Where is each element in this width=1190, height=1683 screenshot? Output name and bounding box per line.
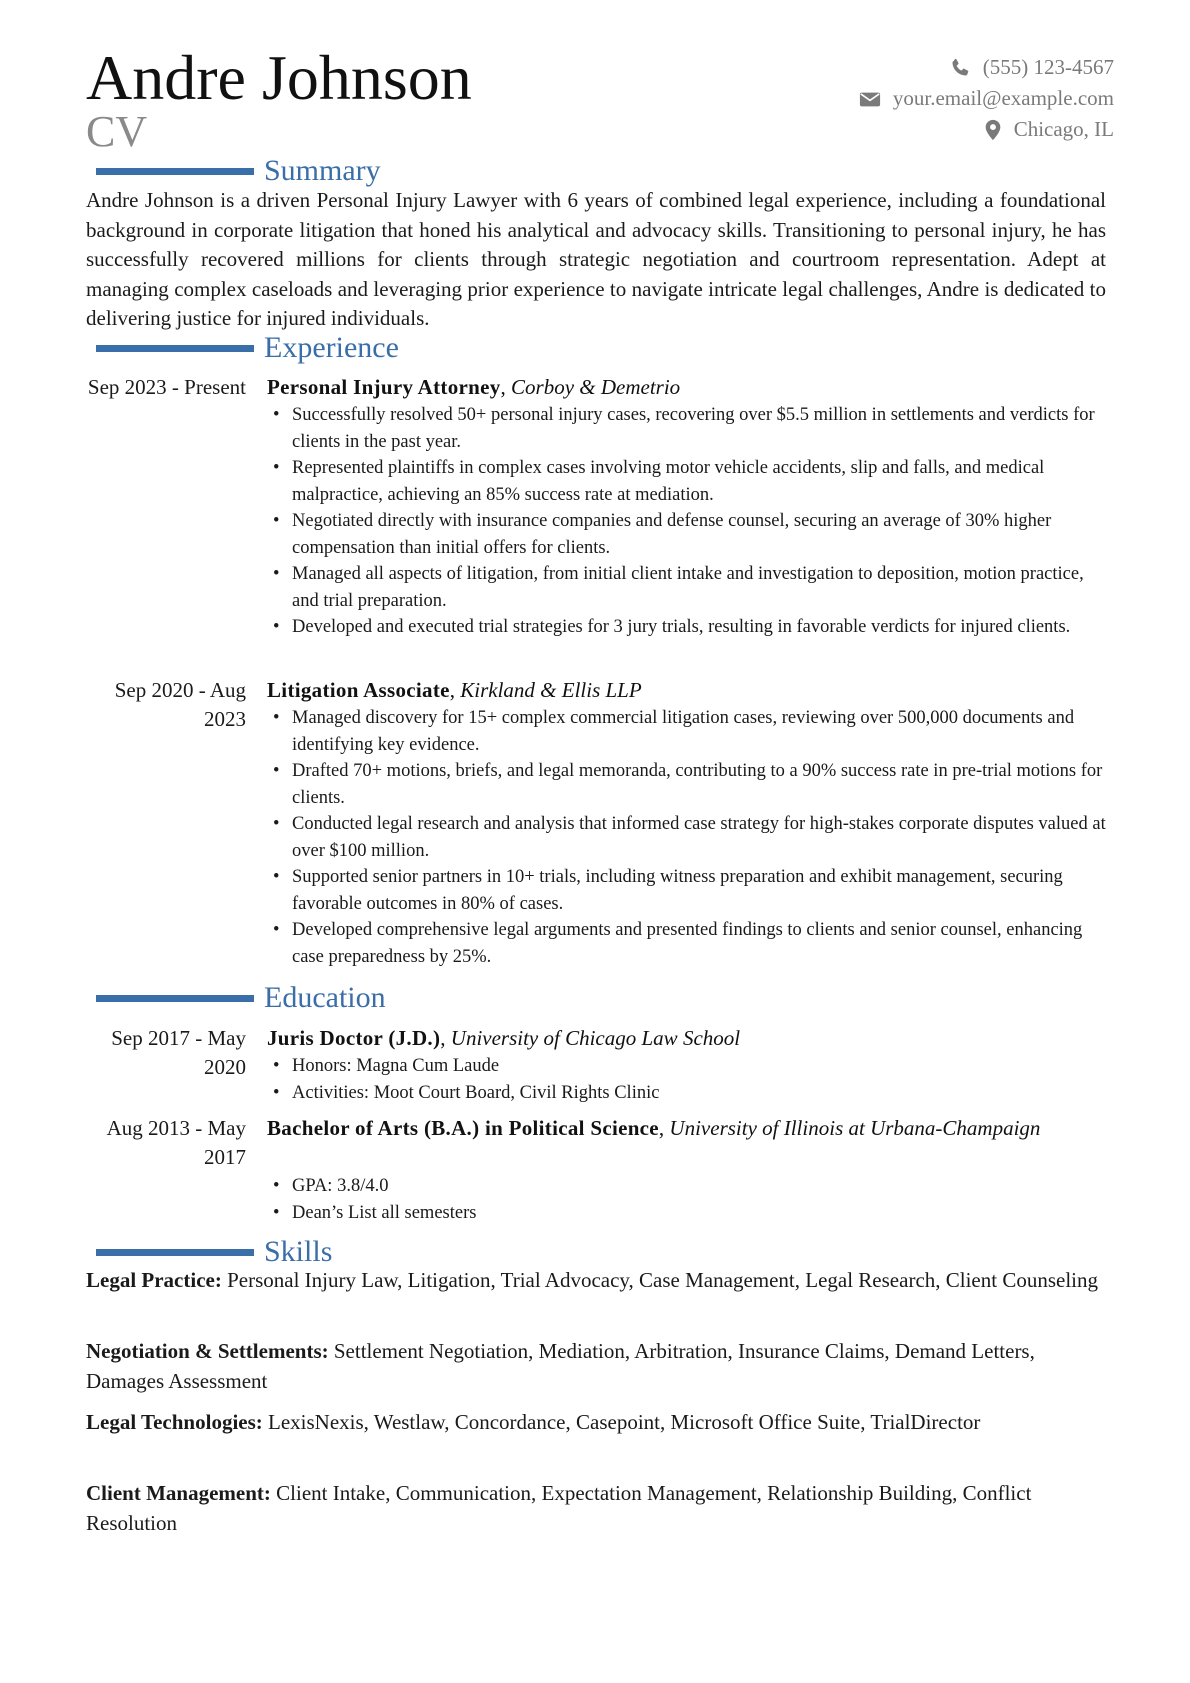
list-item: • Honors: Magna Cum Laude <box>267 1053 1107 1080</box>
entry-role: Litigation Associate <box>267 678 450 702</box>
contact-location <box>859 114 1114 145</box>
entry-date: Sep 2017 - May 2020 <box>111 1026 246 1079</box>
list-item: • Activities: Moot Court Board, Civil Rights Clinic <box>267 1080 1107 1107</box>
skill-items: Settlement Negotiation, Mediation, Arbitration, Insurance Claims, Demand Letters, Damages Assessment <box>86 1339 1035 1393</box>
contact-email <box>859 83 1114 114</box>
skill-label: Client Management: <box>86 1481 271 1505</box>
entry-degree: Juris Doctor (J.D.) <box>267 1026 441 1050</box>
skill-items: Client Intake, Communication, Expectation Management, Relationship Building, Conflict Resolution <box>86 1481 1032 1535</box>
section-rule <box>96 995 254 1002</box>
entry-org: Kirkland & Ellis LLP <box>460 678 642 702</box>
skill-group <box>86 1337 1111 1396</box>
entry-date: Aug 2013 - May 2017 <box>106 1116 246 1169</box>
skill-label: Legal Practice: <box>86 1268 222 1292</box>
section-summary-heading <box>96 153 381 189</box>
envelope-icon <box>859 90 881 108</box>
skill-group <box>86 1408 1111 1438</box>
entry-bullets <box>267 402 1107 641</box>
entry-school: University of Chicago Law School <box>450 1026 741 1050</box>
section-title: Skills <box>264 1235 333 1268</box>
skill-group <box>86 1266 1111 1296</box>
section-title: Education <box>264 981 386 1014</box>
entry-org: Corboy & Demetrio <box>511 375 681 399</box>
entry-bullets <box>267 1173 1107 1226</box>
map-pin-icon <box>984 119 1002 141</box>
section-rule <box>96 345 254 352</box>
list-item: • Supported senior partners in 10+ trials, including witness preparation and exhibit management, securing favorable outcomes in 80% of cases. <box>267 864 1107 917</box>
list-item: • Managed all aspects of litigation, from initial client intake and investigation to deposition, motion practice, and trial preparation. <box>267 561 1107 614</box>
entry-school: University of Illinois at Urbana-Champaign <box>669 1116 1041 1140</box>
entry-heading: Bachelor of Arts (B.A.) in Political Science, University of Illinois at Urbana-Champaign <box>267 1116 1041 1140</box>
phone-icon <box>949 57 971 79</box>
section-rule <box>96 1249 254 1256</box>
section-experience-heading <box>96 330 399 366</box>
skill-label: Legal Technologies: <box>86 1410 263 1434</box>
location-text: Chicago, IL <box>1013 117 1114 141</box>
candidate-name: Andre Johnson <box>86 42 472 113</box>
entry-date: Sep 2020 - Aug 2023 <box>114 678 246 731</box>
skill-label: Negotiation & Settlements: <box>86 1339 329 1363</box>
list-item: • Drafted 70+ motions, briefs, and legal memoranda, contributing to a 90% success rate in pre-trial motions for clients. <box>267 758 1107 811</box>
entry-bullets <box>267 1053 1107 1106</box>
section-rule <box>96 168 254 175</box>
skill-items: LexisNexis, Westlaw, Concordance, Casepoint, Microsoft Office Suite, TrialDirector <box>268 1410 981 1434</box>
contact-phone <box>859 52 1114 83</box>
skill-group <box>86 1479 1111 1538</box>
list-item: • Managed discovery for 15+ complex commercial litigation cases, reviewing over 500,000 documents and identifying key evidence. <box>267 705 1107 758</box>
list-item: • Conducted legal research and analysis that informed case strategy for high-stakes corporate disputes valued at over $100 million. <box>267 811 1107 864</box>
phone-text[interactable]: (555) 123-4567 <box>982 55 1114 79</box>
list-item: • Negotiated directly with insurance companies and defense counsel, securing an average of 30% higher compensation than initial offers for clients. <box>267 508 1107 561</box>
list-item: • Successfully resolved 50+ personal injury cases, recovering over $5.5 million in settlements and verdicts for clients in the past year. <box>267 402 1107 455</box>
entry-date: Sep 2023 - Present <box>87 375 246 399</box>
entry-degree: Bachelor of Arts (B.A.) in Political Science <box>267 1116 659 1140</box>
summary-text: Andre Johnson is a driven Personal Injury Lawyer with 6 years of combined legal experience, including a foundational background in corporate litigation that honed his analytical and advocacy skills. Transitioning to personal injury, he has successfully recovered millions for clients through strategic negotiation and courtroom representation. Adept at managing complex caseloads and leveraging prior experience to navigate intricate legal challenges, Andre is dedicated to delivering justice for injured individuals. <box>86 188 1106 331</box>
section-title: Summary <box>264 154 381 187</box>
section-title: Experience <box>264 331 399 364</box>
skill-items: Personal Injury Law, Litigation, Trial Advocacy, Case Management, Legal Research, Client Counseling <box>227 1268 1099 1292</box>
document-subtitle: CV <box>86 107 148 156</box>
email-text[interactable]: your.email@example.com <box>892 86 1114 110</box>
list-item: • Developed and executed trial strategies for 3 jury trials, resulting in favorable verdicts for injured clients. <box>267 614 1107 641</box>
entry-bullets <box>267 705 1107 970</box>
entry-role: Personal Injury Attorney <box>267 375 501 399</box>
list-item: • Developed comprehensive legal arguments and presented findings to clients and senior counsel, enhancing case preparedness by 25%. <box>267 917 1107 970</box>
entry-heading: Juris Doctor (J.D.), University of Chicago Law School <box>267 1026 741 1050</box>
entry-heading: Litigation Associate, Kirkland & Ellis LLP <box>267 678 642 702</box>
section-education-heading <box>96 980 386 1016</box>
section-skills-heading <box>96 1234 332 1270</box>
list-item: • Represented plaintiffs in complex cases involving motor vehicle accidents, slip and falls, and medical malpractice, achieving an 85% success rate at mediation. <box>267 455 1107 508</box>
contact-block <box>859 52 1114 145</box>
entry-heading: Personal Injury Attorney, Corboy & Demetrio <box>267 375 681 399</box>
list-item: • Dean’s List all semesters <box>267 1200 1107 1227</box>
list-item: • GPA: 3.8/4.0 <box>267 1173 1107 1200</box>
